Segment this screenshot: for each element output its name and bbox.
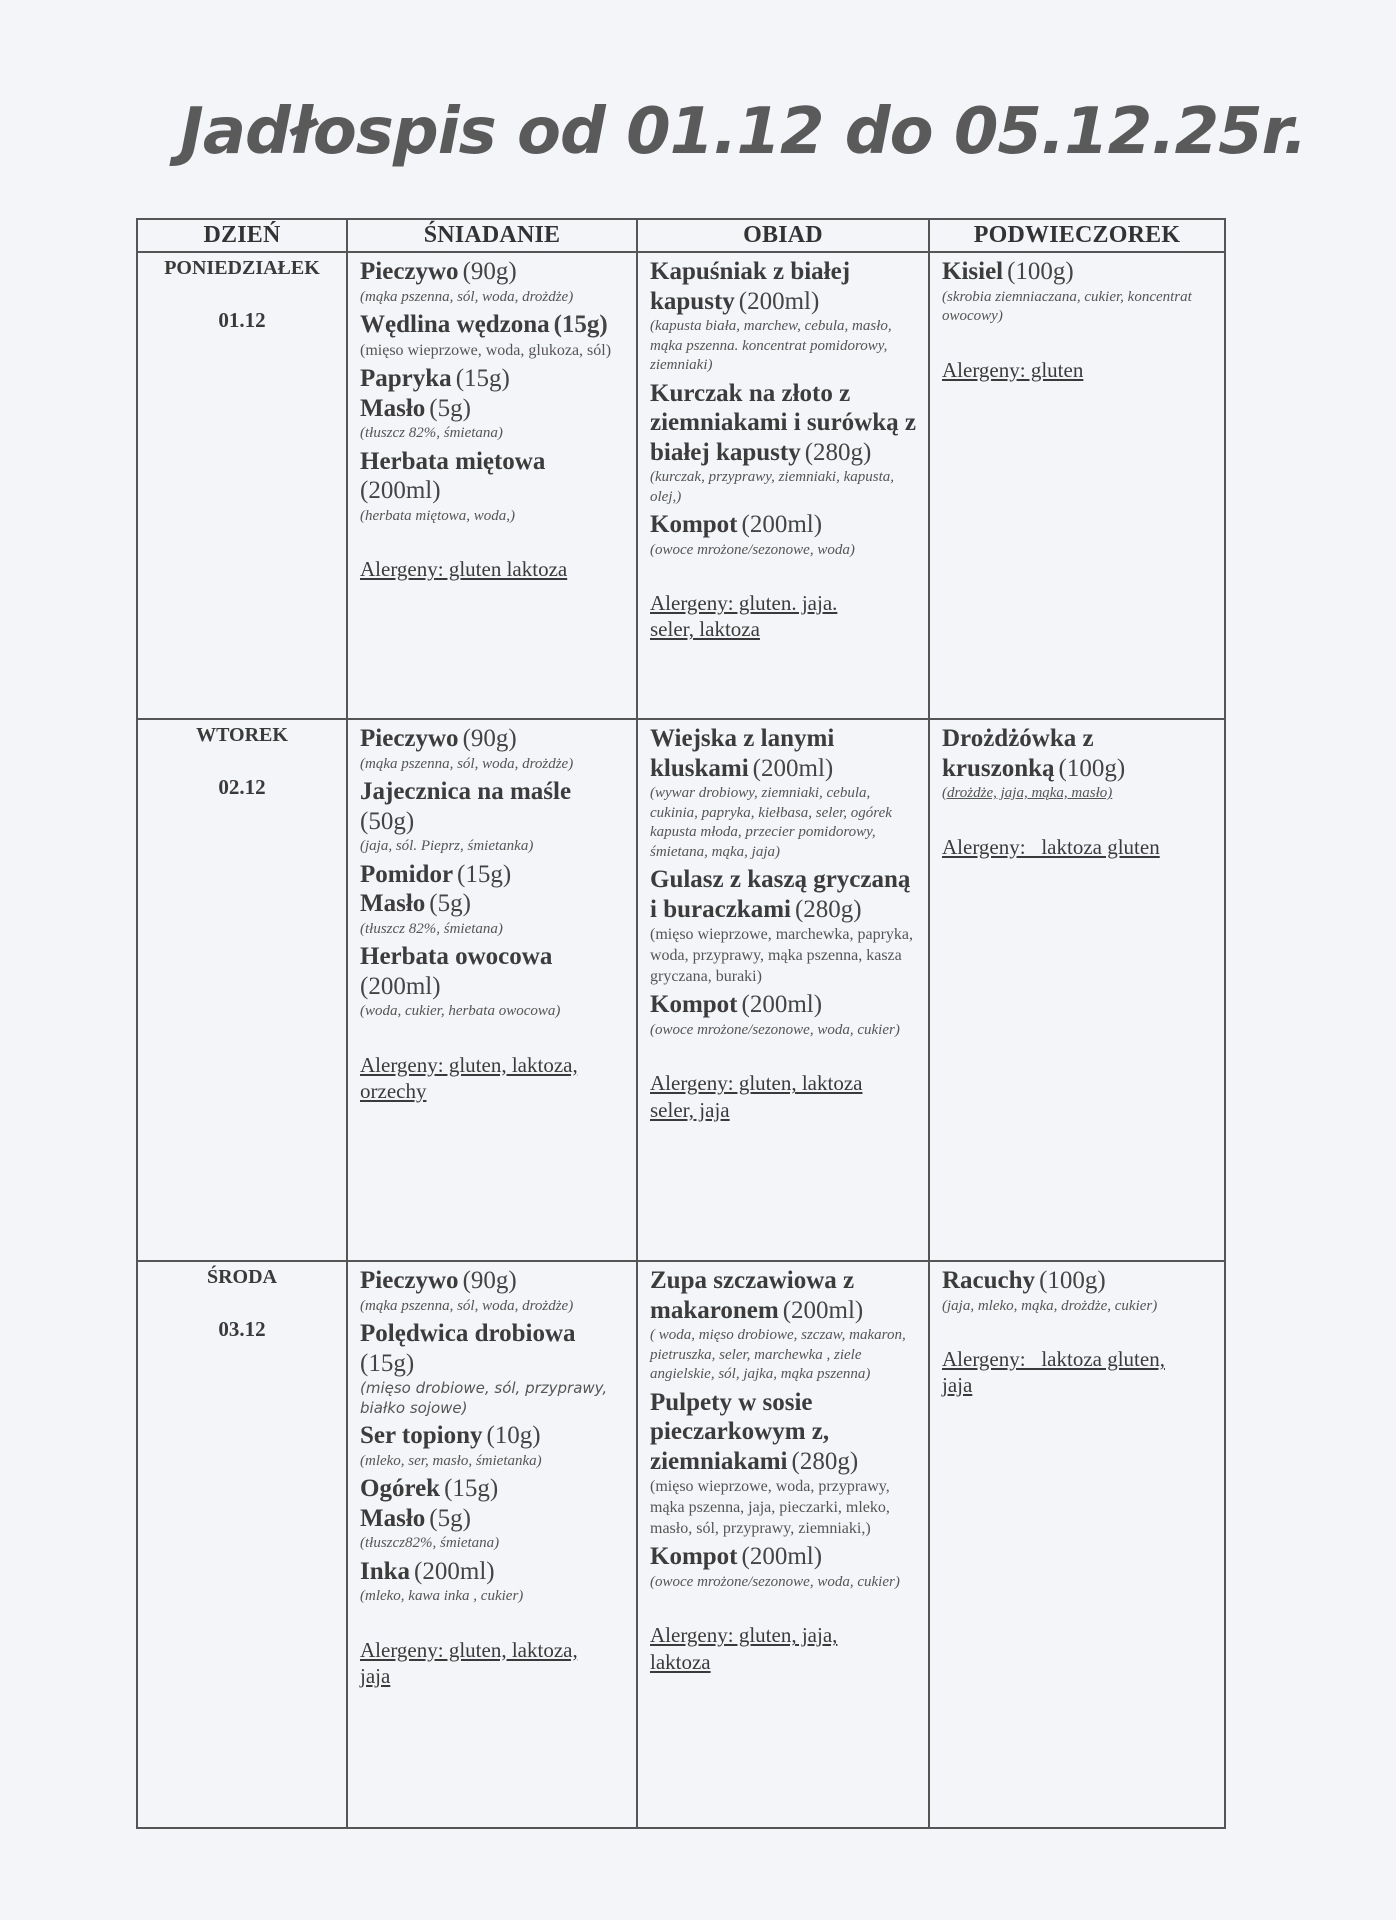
- allergens-note: Alergeny: gluten, jaja, laktoza: [650, 1623, 838, 1674]
- dish-ingredients: (mąka pszenna, sól, woda, drożdże): [360, 755, 574, 772]
- lunch-cell: [637, 1261, 929, 1828]
- header-row: [137, 219, 1225, 252]
- dish-quantity: (5g): [429, 890, 471, 917]
- dish-name: Masło: [360, 394, 426, 422]
- dish-name: Kisiel: [942, 258, 1004, 285]
- dish: [360, 447, 624, 506]
- day-date: 02.12: [218, 775, 266, 799]
- dish-ingredients: (mięso wieprzowe, woda, przyprawy, mąka pszenna, jaja, pieczarki, mleko, masło, sól, przyprawy, ziemniaki,): [650, 1478, 890, 1537]
- dish-name: Pulpety w sosie pieczarkowym z, ziemniakami: [650, 1388, 830, 1475]
- dish: [360, 1266, 624, 1296]
- dish-quantity: (200ml): [741, 1543, 823, 1571]
- dish: [360, 777, 624, 836]
- dish: [360, 889, 624, 919]
- header-breakfast: ŚNIADANIE: [347, 219, 637, 252]
- snack-cell: [929, 1261, 1225, 1828]
- dish-name: Kurczak na złoto z ziemniakami i surówką z białej kapusty: [650, 379, 916, 466]
- allergens-note: Alergeny: gluten laktoza: [360, 557, 568, 582]
- dish: [650, 1266, 916, 1325]
- dish: [360, 1557, 624, 1587]
- dish-quantity: (90g): [462, 258, 517, 285]
- dish-name: Herbata owocowa: [360, 943, 553, 970]
- dish-name: Kapuśniak z białej kapusty: [650, 258, 851, 315]
- dish-quantity: (10g): [486, 1422, 541, 1449]
- dish-name: Pomidor: [360, 860, 454, 888]
- breakfast-cell: [347, 719, 637, 1261]
- dish-quantity: (100g): [1058, 754, 1126, 782]
- dish-ingredients: ( woda, mięso drobiowe, szczaw, makaron, pietruszka, seler, marchewka , ziele angielskie, sól, jajka, mąka pszenna): [650, 1327, 906, 1382]
- dish-quantity: (90g): [462, 1267, 517, 1294]
- dish-quantity: (280g): [791, 1447, 859, 1475]
- dish: [650, 865, 916, 924]
- dish: [360, 1504, 624, 1534]
- dish-quantity: (15g): [457, 860, 512, 888]
- dish-quantity: (50g): [360, 807, 415, 835]
- dish-ingredients: (mąka pszenna, sól, woda, drożdże): [360, 1297, 574, 1314]
- dish-name: Kompot: [650, 511, 738, 538]
- dish-name: Gulasz z kaszą gryczaną i buraczkami: [650, 866, 911, 923]
- dish: [360, 1474, 624, 1504]
- dish: [650, 724, 916, 783]
- header-day: DZIEŃ: [137, 219, 347, 252]
- dish-quantity: (200ml): [360, 477, 441, 505]
- dish-quantity: (280g): [804, 438, 872, 466]
- dish-name: Polędwica drobiowa: [360, 1320, 576, 1347]
- allergens-note: Alergeny: laktoza gluten: [942, 834, 1160, 859]
- dish-quantity: (100g): [1007, 258, 1074, 285]
- dish-name: Ogórek: [360, 1475, 441, 1502]
- dish: [650, 1388, 916, 1477]
- dish-ingredients: (mąka pszenna, sól, woda, drożdże): [360, 288, 574, 305]
- dish: [360, 310, 624, 340]
- dish-ingredients: (wywar drobiowy, ziemniaki, cebula, cukinia, papryka, kiełbasa, seler, ogórek kapusta młoda, przecier pomidorowy, śmietana, mąka, jaja): [650, 785, 892, 860]
- dish: [650, 990, 916, 1020]
- day-cell: [137, 719, 347, 1261]
- dish: [360, 394, 624, 424]
- dish: [360, 364, 624, 394]
- day-date: 03.12: [218, 1317, 266, 1341]
- dish-quantity: (100g): [1039, 1267, 1106, 1294]
- dish-name: Wędlina wędzona: [360, 311, 550, 338]
- dish-ingredients: (herbata miętowa, woda,): [360, 507, 515, 524]
- dish-ingredients: (kapusta biała, marchew, cebula, masło, mąka pszenna. koncentrat pomidorowy, ziemniaki): [650, 318, 892, 373]
- dish-ingredients: (mięso drobiowe, sól, przyprawy, białko sojowe): [360, 1379, 608, 1417]
- dish: [360, 942, 624, 1001]
- dish-ingredients: (mleko, kawa inka , cukier): [360, 1588, 524, 1604]
- dish-name: Papryka: [360, 365, 452, 393]
- day-date: 01.12: [218, 308, 266, 332]
- day-name: ŚRODA: [206, 1266, 277, 1288]
- dish-name: Jajecznica na maśle: [360, 778, 572, 805]
- dish-quantity: (200ml): [414, 1557, 495, 1585]
- dish: [360, 1319, 624, 1378]
- dish-ingredients: (jaja, sól. Pieprz, śmietanka): [360, 838, 534, 854]
- dish-name: Drożdżówka z kruszonką: [942, 725, 1094, 782]
- dish-quantity: (15g): [360, 1349, 415, 1377]
- allergens-note: Alergeny: gluten: [942, 357, 1084, 382]
- dish-quantity: (90g): [462, 725, 517, 752]
- dish-name: Wiejska z lanymi kluskami: [650, 725, 835, 782]
- dish: [360, 257, 624, 287]
- dish: [360, 1421, 624, 1451]
- header-snack: PODWIECZOREK: [929, 219, 1225, 252]
- dish-name: Herbata miętowa: [360, 447, 546, 475]
- dish: [942, 257, 1212, 287]
- header-lunch: OBIAD: [637, 219, 929, 252]
- dish-ingredients: (kurczak, przyprawy, ziemniaki, kapusta, olej,): [650, 469, 894, 505]
- day-row: [137, 719, 1225, 1261]
- dish-quantity: (200ml): [741, 511, 823, 538]
- dish-name: Racuchy: [942, 1267, 1036, 1294]
- dish-ingredients: (mleko, ser, masło, śmietanka): [360, 1452, 542, 1469]
- dish: [942, 724, 1212, 783]
- dish-quantity: (200ml): [738, 287, 820, 315]
- dish-ingredients: (owoce mrożone/sezonowe, woda, cukier): [650, 1573, 900, 1590]
- day-cell: [137, 252, 347, 719]
- day-name: PONIEDZIAŁEK: [164, 257, 320, 279]
- dish-ingredients: (mięso wieprzowe, marchewka, papryka, woda, przyprawy, mąka pszenna, kasza gryczana, buraki): [650, 926, 913, 985]
- dish-ingredients: (tłuszcz 82%, śmietana): [360, 920, 503, 937]
- dish-quantity: (5g): [429, 1504, 471, 1532]
- dish-ingredients: (skrobia ziemniaczana, cukier, koncentrat owocowy): [942, 288, 1192, 324]
- dish-quantity: (15g): [455, 365, 510, 393]
- menu-table: [136, 218, 1226, 1829]
- dish-ingredients: (tłuszcz 82%, śmietana): [360, 425, 503, 442]
- dish-name: Pieczywo: [360, 1267, 459, 1294]
- dish-ingredients: (owoce mrożone/sezonowe, woda): [650, 541, 855, 558]
- dish-name: Pieczywo: [360, 725, 459, 752]
- dish-name: Masło: [360, 890, 426, 917]
- day-cell: [137, 1261, 347, 1828]
- lunch-cell: [637, 252, 929, 719]
- dish-quantity: (280g): [794, 895, 862, 923]
- dish: [360, 860, 624, 890]
- dish-quantity: (15g): [444, 1475, 499, 1502]
- snack-cell: [929, 719, 1225, 1261]
- allergens-note: Alergeny: gluten, laktoza, jaja: [360, 1637, 578, 1688]
- allergens-note: Alergeny: gluten, laktoza, orzechy: [360, 1052, 578, 1103]
- dish-quantity: (200ml): [752, 754, 834, 782]
- dish-ingredients: (woda, cukier, herbata owocowa): [360, 1003, 561, 1019]
- day-row: [137, 252, 1225, 719]
- dish: [650, 379, 916, 468]
- dish-quantity: (200ml): [741, 991, 823, 1019]
- allergens-note: Alergeny: gluten, laktoza seler, jaja: [650, 1071, 863, 1122]
- breakfast-cell: [347, 252, 637, 719]
- day-name: WTOREK: [196, 724, 288, 746]
- dish: [360, 724, 624, 754]
- dish-quantity: (15g): [553, 311, 608, 338]
- dish-name: Masło: [360, 1504, 426, 1532]
- snack-cell: [929, 252, 1225, 719]
- dish: [650, 510, 916, 540]
- lunch-cell: [637, 719, 929, 1261]
- page-title: Jadłospis od 01.12 do 05.12.25r.: [180, 95, 1307, 169]
- dish: [942, 1266, 1212, 1296]
- dish: [650, 1542, 916, 1572]
- dish-quantity: (200ml): [782, 1296, 864, 1324]
- dish-name: Ser topiony: [360, 1422, 483, 1449]
- dish-name: Kompot: [650, 991, 738, 1019]
- dish-quantity: (5g): [429, 394, 471, 422]
- dish: [650, 257, 916, 316]
- dish-name: Inka: [360, 1557, 411, 1585]
- dish-quantity: (200ml): [360, 972, 441, 1000]
- dish-name: Zupa szczawiowa z makaronem: [650, 1267, 855, 1324]
- dish-name: Pieczywo: [360, 258, 459, 285]
- dish-ingredients: (mięso wieprzowe, woda, glukoza, sól): [360, 341, 612, 359]
- allergens-note: Alergeny: laktoza gluten, jaja: [942, 1347, 1165, 1398]
- dish-ingredients: (drożdże, jaja, mąka, masło): [942, 785, 1113, 801]
- dish-ingredients: (tłuszcz82%, śmietana): [360, 1535, 500, 1551]
- dish-ingredients: (owoce mrożone/sezonowe, woda, cukier): [650, 1021, 900, 1038]
- dish-ingredients: (jaja, mleko, mąka, drożdże, cukier): [942, 1297, 1158, 1314]
- menu-body: [137, 252, 1225, 1828]
- dish-name: Kompot: [650, 1543, 738, 1571]
- breakfast-cell: [347, 1261, 637, 1828]
- allergens-note: Alergeny: gluten. jaja. seler, laktoza: [650, 591, 838, 642]
- day-row: [137, 1261, 1225, 1828]
